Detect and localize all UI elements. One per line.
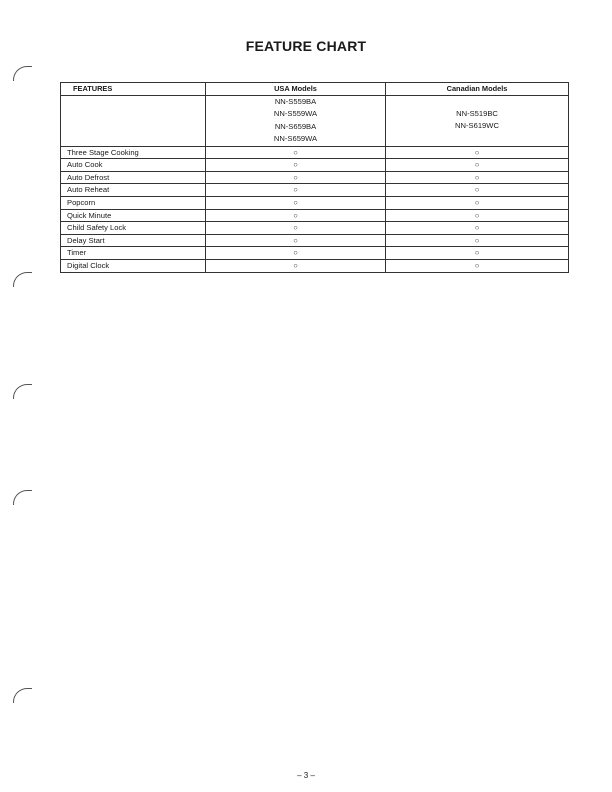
usa-model-list [206, 95, 386, 146]
usa-availability-mark: ○ [206, 234, 386, 247]
usa-availability-mark: ○ [206, 146, 386, 159]
feature-name: Auto Reheat [61, 184, 206, 197]
usa-model-number: NN-S659WA [273, 134, 318, 144]
page-number: – 3 – [297, 771, 315, 780]
table-row [61, 259, 569, 272]
usa-availability-mark: ○ [206, 159, 386, 172]
canadian-availability-mark: ○ [386, 259, 569, 272]
feature-name: Child Safety Lock [61, 222, 206, 235]
table-row [61, 247, 569, 260]
table-row [61, 171, 569, 184]
table-header-row [61, 83, 569, 96]
usa-availability-mark: ○ [206, 209, 386, 222]
binder-hole-mark [13, 384, 32, 399]
canadian-model-number: NN-S519BC [456, 108, 498, 118]
usa-model-number: NN-S559BA [274, 96, 317, 106]
canadian-availability-mark: ○ [386, 184, 569, 197]
feature-name: Popcorn [61, 196, 206, 209]
usa-availability-mark: ○ [206, 184, 386, 197]
binder-hole-mark [13, 66, 32, 81]
table-row [61, 184, 569, 197]
usa-availability-mark: ○ [206, 171, 386, 184]
table-row [61, 209, 569, 222]
canadian-availability-mark: ○ [386, 247, 569, 260]
canadian-availability-mark: ○ [386, 222, 569, 235]
binder-hole-mark [13, 490, 32, 505]
feature-name: Timer [61, 247, 206, 260]
usa-availability-mark: ○ [206, 222, 386, 235]
canadian-availability-mark: ○ [386, 159, 569, 172]
usa-availability-mark: ○ [206, 196, 386, 209]
canadian-availability-mark: ○ [386, 146, 569, 159]
table-row [61, 234, 569, 247]
usa-availability-mark: ○ [206, 247, 386, 260]
usa-model-number: NN-S559WA [273, 109, 318, 119]
canadian-availability-mark: ○ [386, 171, 569, 184]
feature-name: Quick Minute [61, 209, 206, 222]
features-column-header: FEATURES [61, 83, 206, 96]
canadian-availability-mark: ○ [386, 196, 569, 209]
usa-models-column-header: USA Models [206, 83, 386, 96]
feature-name: Auto Defrost [61, 171, 206, 184]
binder-hole-mark [13, 688, 32, 703]
feature-name: Delay Start [61, 234, 206, 247]
canadian-availability-mark: ○ [386, 234, 569, 247]
table-row [61, 146, 569, 159]
table-row [61, 159, 569, 172]
canadian-models-column-header: Canadian Models [386, 83, 569, 96]
table-row [61, 196, 569, 209]
feature-name: Digital Clock [61, 259, 206, 272]
usa-availability-mark: ○ [206, 259, 386, 272]
canadian-availability-mark: ○ [386, 209, 569, 222]
canadian-model-list [386, 95, 569, 146]
feature-name: Auto Cook [61, 159, 206, 172]
model-row-blank-cell [61, 95, 206, 146]
feature-chart-table [60, 82, 569, 273]
feature-name: Three Stage Cooking [61, 146, 206, 159]
usa-model-number: NN-S659BA [274, 121, 317, 131]
page-title: FEATURE CHART [245, 38, 367, 54]
canadian-model-number: NN-S619WC [455, 121, 499, 131]
model-numbers-row [61, 95, 569, 146]
binder-hole-mark [13, 272, 32, 287]
table-row [61, 222, 569, 235]
feature-rows [61, 146, 569, 272]
